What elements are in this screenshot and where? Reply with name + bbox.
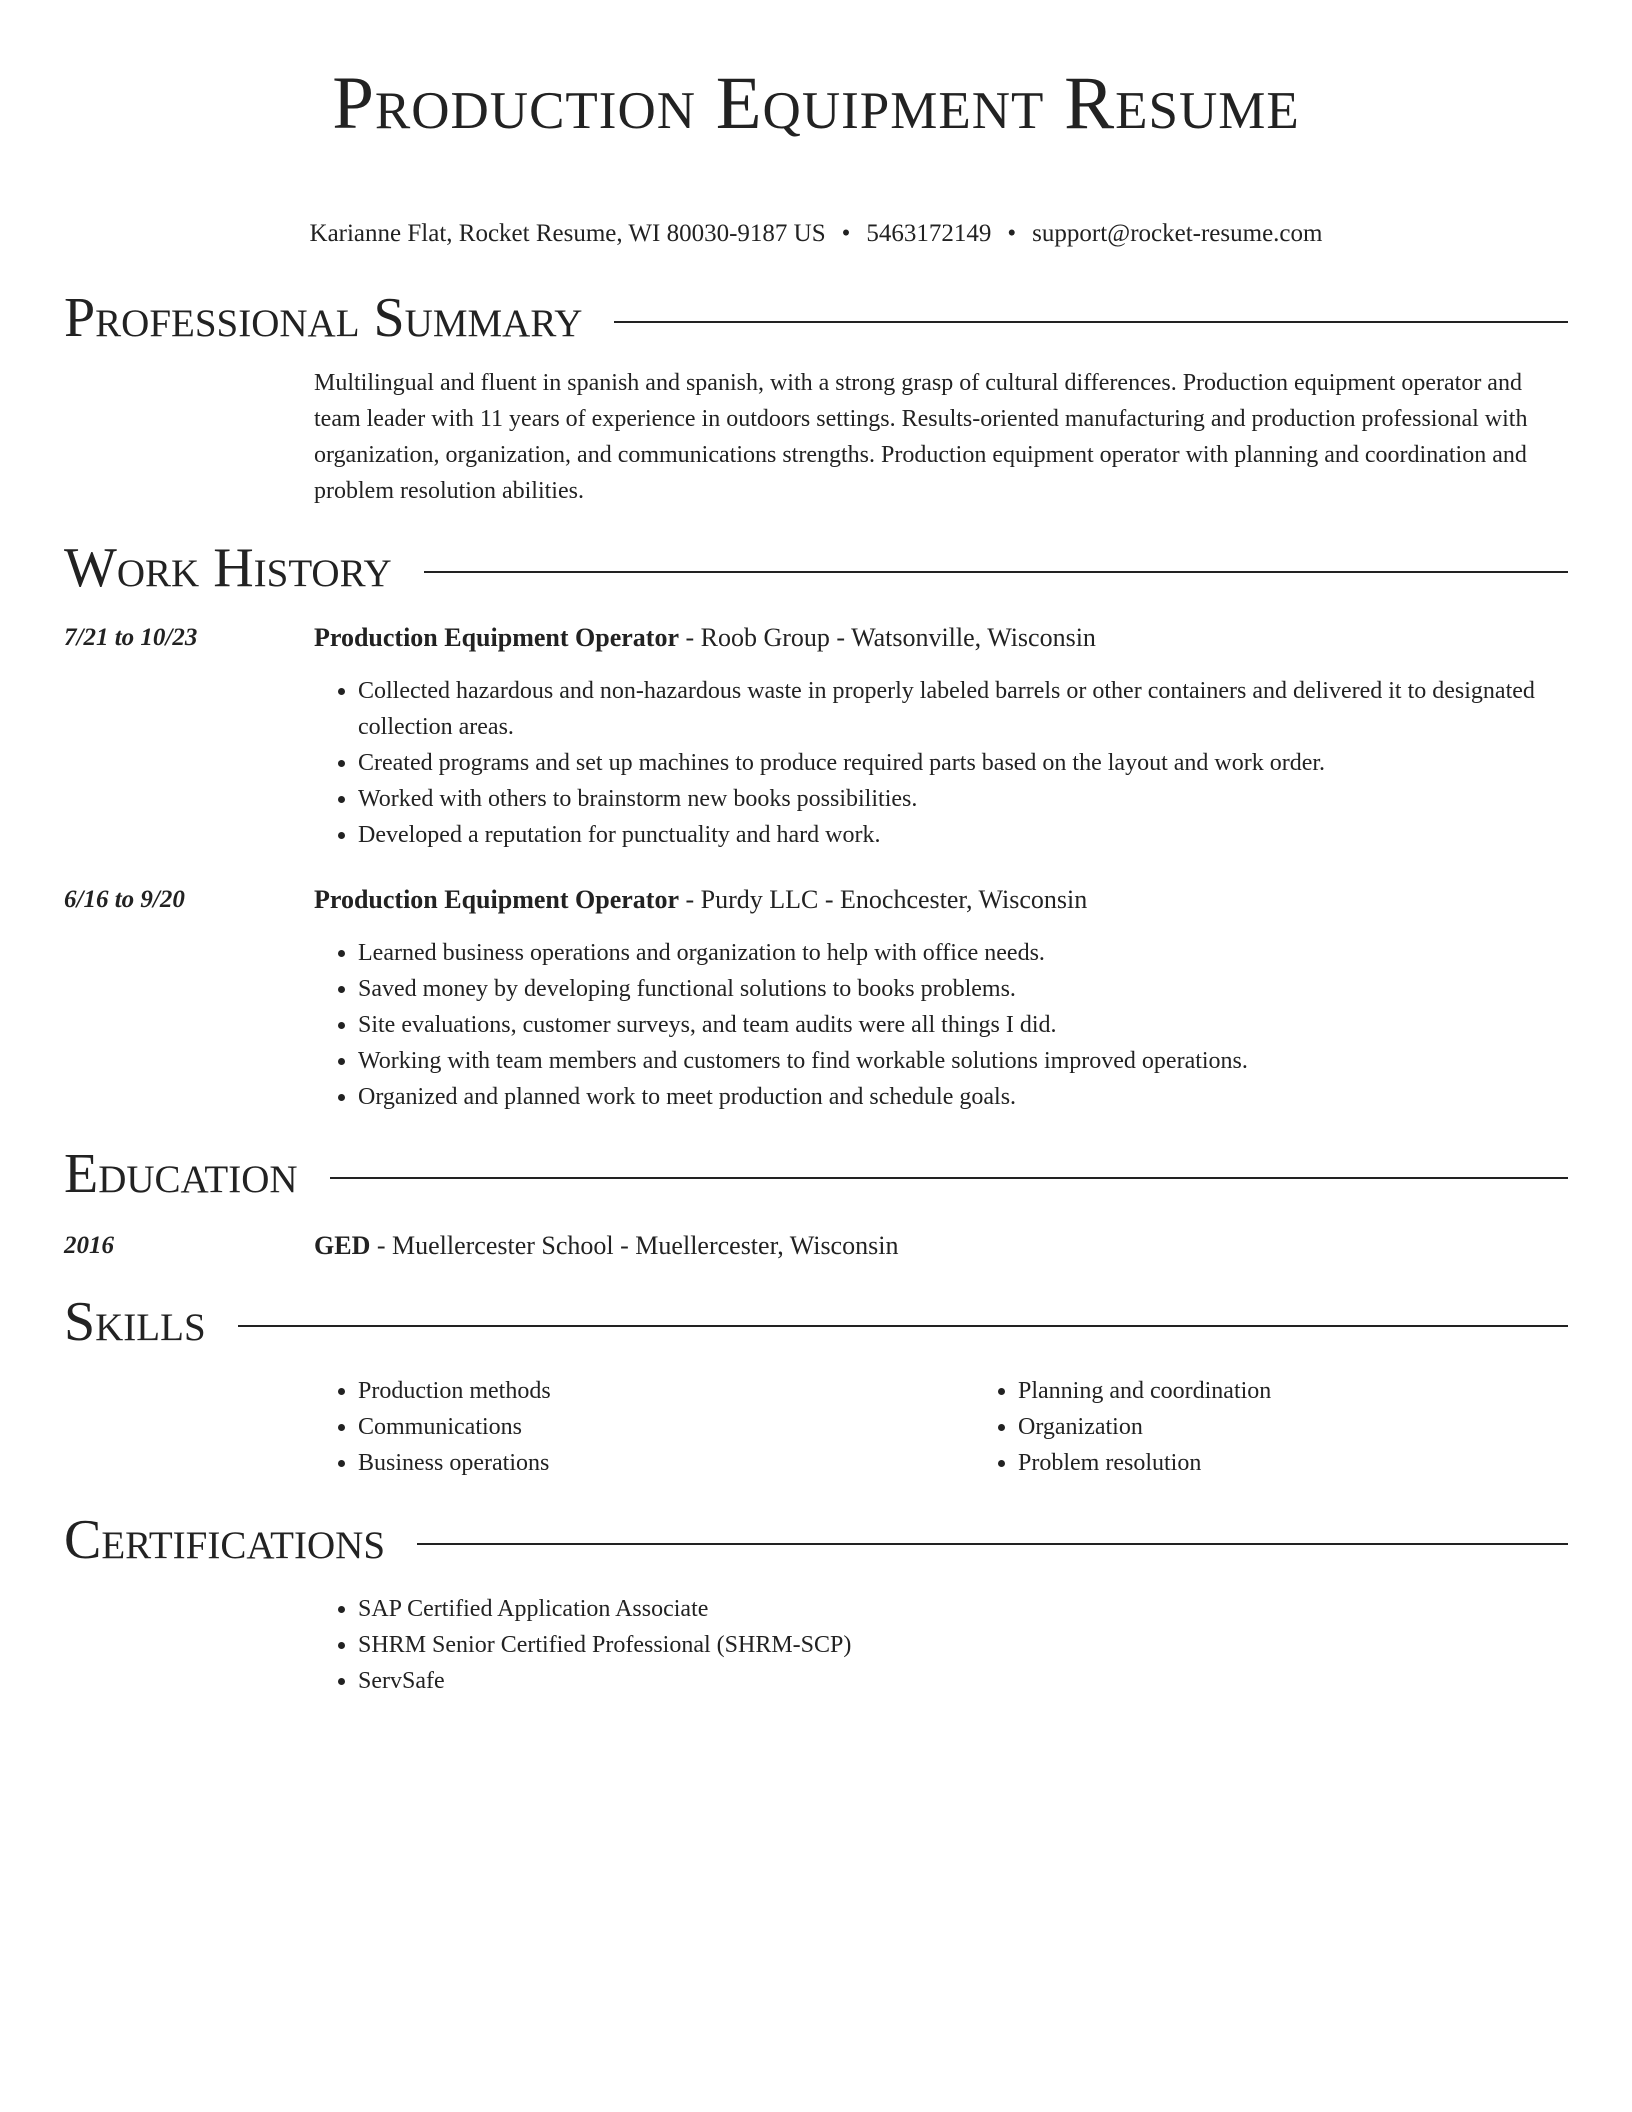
- contact-phone: 5463172149: [866, 220, 992, 247]
- job-employer: - Purdy LLC - Enochcester, Wisconsin: [678, 885, 1088, 914]
- section-divider: [424, 571, 1568, 573]
- list-item: • Developed a reputation for punctuality and hard work.: [358, 817, 1568, 853]
- contact-address: Karianne Flat, Rocket Resume, WI 80030-9187 US: [309, 220, 826, 247]
- work-section-header: [64, 535, 1568, 601]
- list-item: • Created programs and set up machines to produce required parts based on the layout and work order.: [358, 745, 1568, 781]
- job-dates: 6/16 to 9/20: [64, 886, 185, 913]
- job-entry: [64, 621, 1568, 853]
- list-item: • Learned business operations and organization to help with office needs.: [358, 935, 1568, 971]
- certifications-section-title: Certifications: [64, 1509, 386, 1571]
- certification-item: • SAP Certified Application Associate: [358, 1591, 1568, 1627]
- certification-item: • ServSafe: [358, 1663, 1568, 1699]
- job-heading: [314, 621, 1568, 655]
- skills-section-header: [64, 1289, 1568, 1355]
- section-divider: [614, 321, 1568, 323]
- contact-separator: •: [1007, 220, 1017, 247]
- skill-item: • Planning and coordination: [1018, 1373, 1632, 1409]
- skills-row: [64, 1373, 1568, 1481]
- skills-section-title: Skills: [64, 1291, 206, 1353]
- resume-page: [64, 0, 1568, 1699]
- education-section-header: [64, 1141, 1568, 1207]
- education-heading: [314, 1229, 1568, 1263]
- list-item: • Saved money by developing functional solutions to books problems.: [358, 971, 1568, 1007]
- certifications-list: [314, 1591, 1568, 1699]
- skills-grid: [314, 1373, 1632, 1481]
- section-divider: [417, 1543, 1568, 1545]
- skills-list-left: [314, 1373, 974, 1481]
- skill-item: • Business operations: [358, 1445, 974, 1481]
- job-title: Production Equipment Operator: [314, 623, 679, 652]
- list-item: • Worked with others to brainstorm new books possibilities.: [358, 781, 1568, 817]
- skill-item: • Communications: [358, 1409, 974, 1445]
- education-school: - Muellercester School - Muellercester, Wisconsin: [370, 1231, 899, 1260]
- job-employer: - Roob Group - Watsonville, Wisconsin: [678, 623, 1096, 652]
- education-section-title: Education: [64, 1143, 298, 1205]
- job-bullets: [314, 673, 1568, 853]
- contact-line: [64, 217, 1568, 251]
- job-title: Production Equipment Operator: [314, 885, 679, 914]
- skill-item: • Organization: [1018, 1409, 1632, 1445]
- certifications-section-header: [64, 1507, 1568, 1573]
- summary-section-header: [64, 285, 1568, 351]
- summary-text: Multilingual and fluent in spanish and spanish, with a strong grasp of cultural differences. Production equipment operator and team leader with 11 years of experience in outdoors settings. Results-oriented manufacturing and production professional with organization, organization, and communications strengths. Production equipment operator with planning and coordination and problem resolution abilities.: [314, 370, 1528, 504]
- certification-item: • SHRM Senior Certified Professional (SHRM-SCP): [358, 1627, 1568, 1663]
- education-year: 2016: [64, 1232, 114, 1259]
- contact-email: support@rocket-resume.com: [1032, 220, 1323, 247]
- education-degree: GED: [314, 1231, 371, 1260]
- resume-title: Production Equipment Resume: [332, 62, 1300, 145]
- skill-item: • Problem resolution: [1018, 1445, 1632, 1481]
- education-entry: [64, 1229, 1568, 1263]
- summary-section-title: Professional Summary: [64, 287, 583, 349]
- list-item: • Working with team members and customers to find workable solutions improved operations.: [358, 1043, 1568, 1079]
- job-heading: [314, 883, 1568, 917]
- job-dates: 7/21 to 10/23: [64, 624, 198, 651]
- section-divider: [238, 1325, 1568, 1327]
- skill-item: • Production methods: [358, 1373, 974, 1409]
- contact-separator: •: [841, 220, 851, 247]
- summary-row: [64, 365, 1568, 509]
- skills-list-right: [974, 1373, 1632, 1481]
- list-item: • Site evaluations, customer surveys, and team audits were all things I did.: [358, 1007, 1568, 1043]
- list-item: • Organized and planned work to meet production and schedule goals.: [358, 1079, 1568, 1115]
- job-entry: [64, 883, 1568, 1115]
- work-section-title: Work History: [64, 537, 392, 599]
- list-item: • Collected hazardous and non-hazardous waste in properly labeled barrels or other containers and delivered it to designated collection areas.: [358, 673, 1568, 745]
- job-bullets: [314, 935, 1568, 1115]
- certifications-row: [64, 1591, 1568, 1699]
- section-divider: [330, 1177, 1568, 1179]
